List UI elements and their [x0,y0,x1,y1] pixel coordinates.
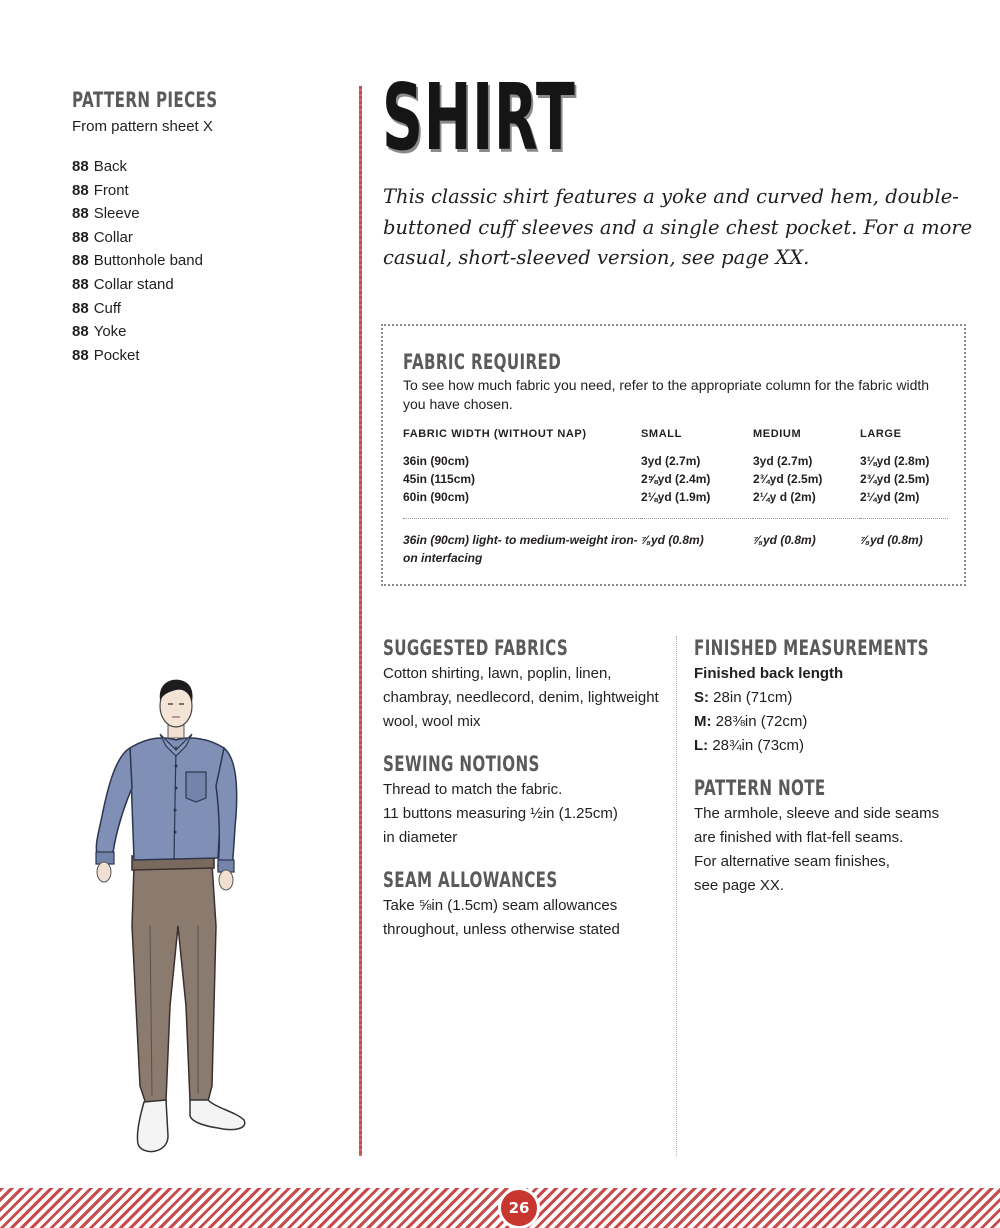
table-cell: 2¾yd (2.5m) [860,472,930,486]
size-value: 28⅜in (72cm) [715,713,808,730]
finished-measurements-section [694,636,984,758]
right-column [694,636,984,916]
table-cell: 36in (90cm) [403,454,470,468]
sewing-notions-line: in diameter [383,829,458,846]
table-cell: 2¼yd (2m) [860,490,920,504]
pattern-piece-number: 88 [72,158,89,175]
suggested-fabrics-heading: SUGGESTED FABRICS [383,636,569,660]
suggested-fabrics-text: Cotton shirting, lawn, poplin, linen, chambray, needlecord, denim, lightweight wool, wool mix [383,665,659,730]
red-divider-rule [359,86,362,1156]
left-shoe [137,1100,168,1152]
pattern-piece-label: Collar [93,228,133,246]
seam-allowances-heading: SEAM ALLOWANCES [383,868,558,892]
size-value: 28¾in (73cm) [712,737,805,754]
pattern-note-section [694,776,984,898]
pattern-piece-item [72,155,332,179]
pattern-piece-number: 88 [72,346,89,364]
size-label: M: [694,713,712,730]
sewing-notions-section [383,752,663,850]
pattern-piece-item [72,297,332,321]
pattern-note-line: For alternative seam finishes, [694,853,890,870]
page-title: SHIRT [382,64,576,171]
pattern-piece-item [72,179,332,203]
measurement-item [694,710,984,734]
column-header-medium: MEDIUM [753,428,802,440]
right-shoe [190,1100,245,1130]
fabric-table-header-row [403,428,948,452]
table-cell: ⅞yd (0.8m) [860,518,948,567]
pattern-piece-number: 88 [72,205,89,223]
pattern-piece-item [72,320,332,344]
shirt-button [175,787,178,790]
table-cell: 60in (90cm) [403,490,470,504]
table-cell: 2⅛yd (1.9m) [641,490,711,504]
table-cell: 3yd (2.7m) [753,454,813,468]
seam-allowances-section [383,868,663,942]
pattern-piece-label: Front [93,181,129,199]
pattern-piece-label: Back [93,158,128,175]
column-header-small: SMALL [641,428,682,440]
table-cell: ⅞yd (0.8m) [641,518,753,567]
middle-column [383,636,663,960]
pattern-piece-number: 88 [72,181,89,199]
measurement-item [694,686,984,710]
pattern-piece-item [72,344,332,368]
finished-back-length-label: Finished back length [694,665,844,682]
pattern-piece-item [72,249,332,273]
shirt-button [174,831,177,834]
shirt-button [175,765,178,768]
table-cell: 2⅝yd (2.4m) [641,472,711,486]
pattern-piece-label: Pocket [93,346,140,364]
pattern-pieces-list [72,155,332,367]
sewing-notions-line: Thread to match the fabric. [383,781,563,798]
finished-measurements-heading: FINISHED MEASUREMENTS [694,636,929,660]
table-cell: 3⅛yd (2.8m) [860,454,930,468]
page-number-badge [498,1187,540,1228]
table-row [403,452,948,470]
pattern-note-line: see page XX. [694,877,785,894]
table-cell: 45in (115cm) [403,472,476,486]
pattern-note-line: are finished with flat-fell seams. [694,829,904,846]
pattern-piece-label: Collar stand [93,275,174,293]
pattern-piece-number: 88 [72,252,89,270]
man-in-shirt-illustration [86,676,276,1166]
left-hand [97,862,111,882]
column-header-width: FABRIC WIDTH (WITHOUT NAP) [403,428,587,440]
size-label: L: [694,737,709,754]
table-row [403,488,948,506]
pattern-piece-item [72,202,332,226]
pattern-piece-number: 88 [72,275,89,293]
table-cell: 2¾yd (2.5m) [753,472,823,486]
chest-pocket [186,772,206,802]
pattern-piece-number: 88 [72,228,89,246]
page-number: 26 [508,1199,530,1217]
pattern-piece-label: Cuff [93,299,121,317]
table-cell: ⅞yd (0.8m) [753,518,860,567]
size-value: 28in (71cm) [713,689,793,706]
trousers [132,864,216,1104]
pattern-pieces-panel [72,88,332,367]
pattern-piece-number: 88 [72,299,89,317]
pattern-piece-label: Yoke [93,323,127,341]
pattern-note-line: The armhole, sleeve and side seams [694,805,940,822]
fabric-table [403,428,948,567]
pattern-pieces-heading: PATTERN PIECES [72,88,218,112]
table-spacer [403,506,948,518]
pattern-piece-label: Sleeve [93,205,140,223]
interfacing-row [403,518,948,567]
table-cell: 2¼y d (2m) [753,490,816,504]
pattern-note-heading: PATTERN NOTE [694,776,826,800]
spacer-cell [403,506,948,518]
sewing-notions-heading: SEWING NOTIONS [383,752,540,776]
pattern-piece-item [72,226,332,250]
pattern-piece-number: 88 [72,323,89,341]
left-sleeve [96,748,132,860]
column-divider [676,636,677,1156]
table-row [403,470,948,488]
fabric-required-heading: FABRIC REQUIRED [403,350,562,374]
fabric-required-description: To see how much fabric you need, refer to the appropriate column for the fabric width you have chosen. [403,377,930,412]
shirt-button [174,809,177,812]
size-label: S: [694,689,709,706]
pattern-sheet-reference: From pattern sheet X [72,118,213,135]
seam-allowances-text: Take ⅝in (1.5cm) seam allowances throughout, unless otherwise stated [383,897,620,938]
pattern-piece-label: Buttonhole band [93,252,203,270]
sewing-notions-line: 11 buttons measuring ½in (1.25cm) [383,805,618,822]
shirt-body [130,738,224,860]
column-header-large: LARGE [860,428,902,440]
intro-paragraph: This classic shirt features a yoke and curved hem, double-buttoned cuff sleeves and a single chest pocket. For a more casual, short-sleeved version, see page XX. [383,185,973,269]
right-hand [219,870,233,890]
table-cell: 3yd (2.7m) [641,454,701,468]
interfacing-label: 36in (90cm) light- to medium-weight iron-on interfacing [403,518,641,567]
measurement-item [694,734,984,758]
suggested-fabrics-section [383,636,663,734]
pattern-piece-item [72,273,332,297]
fabric-required-box [381,324,966,586]
